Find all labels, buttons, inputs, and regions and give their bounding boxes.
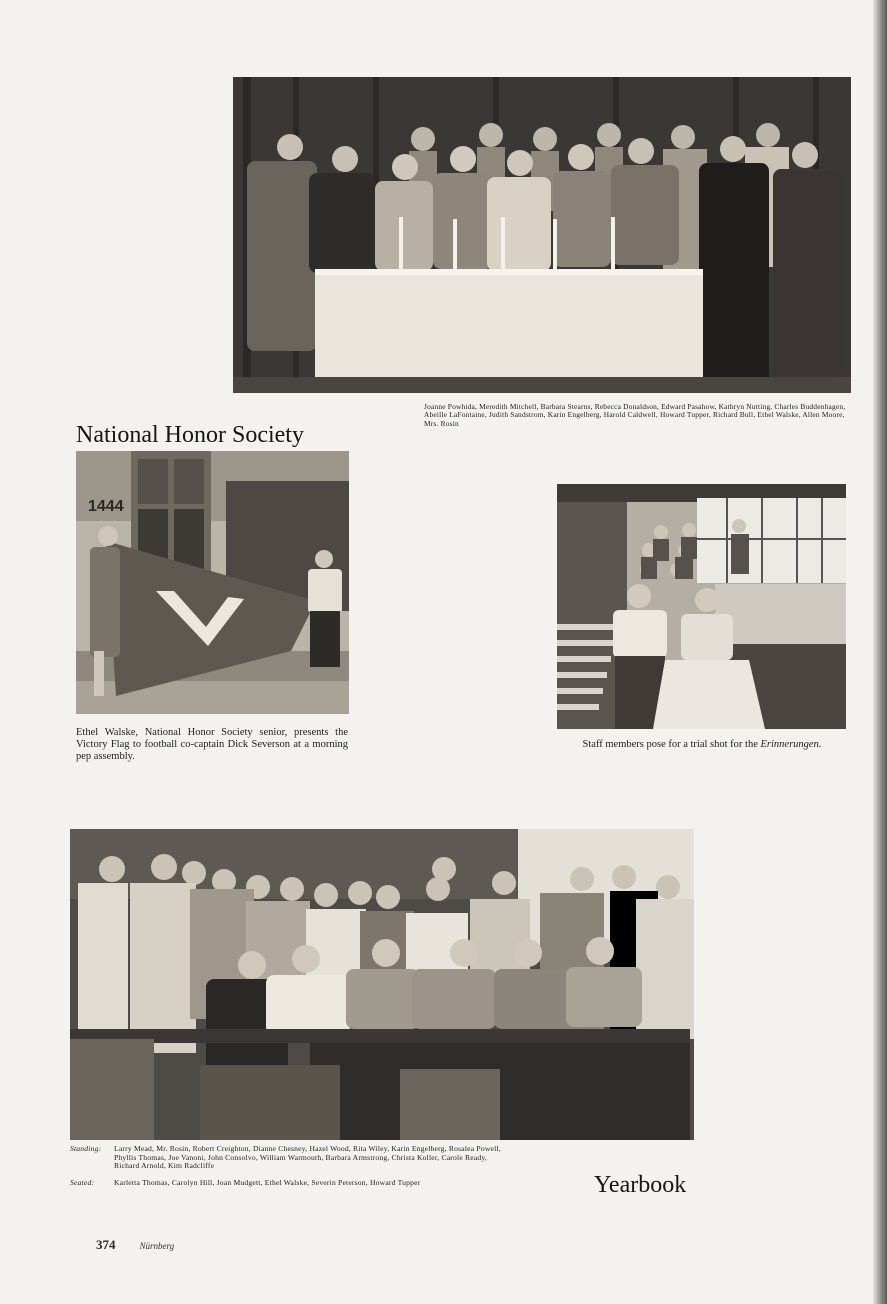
standing-names: Larry Mead, Mr. Rosin, Robert Creighton, Dianne Chesney, Hazel Wood, Rita Wiley, Karin Engelberg, Rosalea Powell, Phyllis Thomas, Joe Vanoni, John Consolvo, William Warmouth, Barbara Armstrong, Christa Koller, Carole Ready, Richard Arnold, Kim Radcliffe	[114, 1144, 501, 1171]
page-edge-shadow	[873, 0, 887, 1304]
page-footer	[96, 1236, 174, 1254]
publication-name: Nürnberg	[139, 1241, 175, 1251]
honor-society-group-caption: Joanne Powhida, Meredith Mitchell, Barbara Stearns, Rebecca Donaldson, Edward Pasahow, Kathryn Nutting, Charles Buddenhagen, Abeille LaFontaine, Judith Sandstrom, Karin Engelberg, Harold Caldwell, Howard Tupper, Richard Bull, Ethel Walske, Allen Moore, Mrs. Rosin	[424, 402, 846, 428]
staff-caption-title: Erinnerungen.	[760, 739, 822, 750]
page-number: 374	[96, 1237, 116, 1252]
victory-flag-caption: Ethel Walske, National Honor Society senior, presents the Victory Flag to football co-captain Dick Severson at a morning pep assembly.	[76, 727, 348, 762]
standing-label: Standing:	[70, 1144, 102, 1153]
building-number: 1444	[88, 498, 124, 515]
seated-row	[70, 1179, 510, 1188]
seated-label: Seated:	[70, 1177, 95, 1187]
standing-row	[70, 1145, 510, 1171]
yearbook-staff-photo	[70, 829, 694, 1140]
staff-caption-prefix: Staff members pose for a trial shot for the	[582, 739, 761, 750]
honor-society-heading: National Honor Society	[76, 422, 304, 448]
seated-names: Karletta Thomas, Carolyn Hill, Joan Mudgett, Ethel Walske, Severin Peterson, Howard Tupper	[114, 1177, 421, 1187]
yearbook-caption	[70, 1145, 510, 1187]
victory-flag-photo	[76, 451, 349, 714]
staff-photo-caption	[552, 739, 852, 751]
staff-stairway-photo	[557, 484, 846, 729]
yearbook-heading: Yearbook	[594, 1172, 687, 1198]
honor-society-group-photo	[233, 77, 851, 393]
